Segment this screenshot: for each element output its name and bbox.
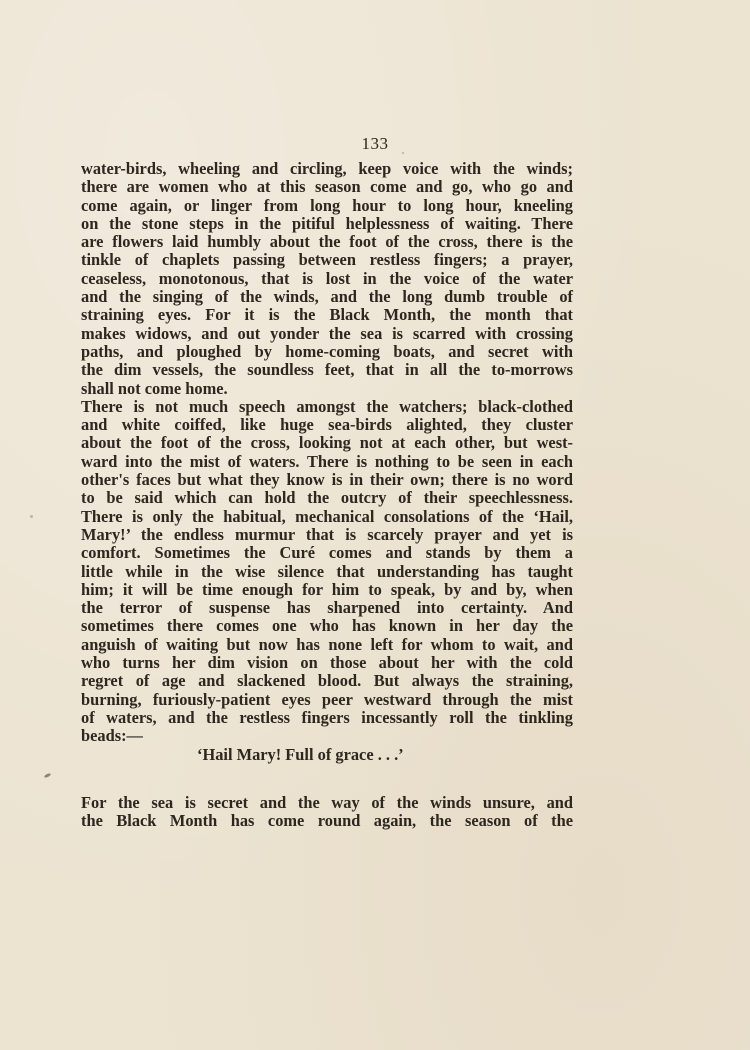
paragraph-1 (81, 160, 573, 398)
text-line: There is not much speech amongst the watchers; black-clothed (81, 396, 573, 416)
text-line: There is only the habitual, mechanical consolations of the ‘Hail, (81, 506, 573, 526)
text-line: the terror of suspense has sharpened into certainty. And (81, 598, 573, 618)
text-line: makes widows, and out yonder the sea is scarred with crossing (81, 323, 573, 343)
text-line: regret of age and slackened blood. But always the straining, (81, 671, 573, 691)
text-line: to be said which can hold the outcry of their speechlessness. (81, 488, 573, 508)
text-line: little while in the wise silence that understanding has taught (81, 561, 573, 581)
prayer-quote: ‘Hail Mary! Full of grace . . .’ (197, 744, 404, 764)
text-line: Mary!’ the endless murmur that is scarcely prayer and yet is (81, 524, 573, 544)
text-line: paths, and ploughed by home-coming boats, and secret with (81, 341, 573, 361)
paper-speck (44, 773, 52, 779)
text-line: tinkle of chaplets passing between restless fingers; a prayer, (81, 250, 573, 270)
text-line: sometimes there comes one who has known in her day the (81, 616, 573, 636)
text-line: come again, or linger from long hour to long hour, kneeling (81, 195, 573, 215)
text-line: of waters, and the restless fingers incessantly roll the tinkling (81, 707, 573, 727)
text-line: ward into the mist of waters. There is nothing to be seen in each (81, 451, 573, 471)
text-line: the dim vessels, the soundless feet, that in all the to-morrows (81, 360, 573, 380)
text-line: For the sea is secret and the way of the winds unsure, and (81, 792, 573, 812)
text-line: and the singing of the winds, and the long dumb trouble of (81, 287, 573, 307)
text-line: on the stone steps in the pitiful helplessness of waiting. There (81, 213, 573, 233)
text-line: him; it will be time enough for him to speak, by and by, when (81, 579, 573, 599)
paragraph-2 (81, 398, 573, 746)
paper-speck (402, 152, 404, 154)
text-line: and white coiffed, like huge sea-birds alighted, they cluster (81, 415, 573, 435)
text-line: beads:— (81, 726, 143, 746)
text-line: shall not come home. (81, 378, 228, 398)
paragraph-3 (81, 794, 573, 831)
body-text (81, 160, 573, 830)
text-line: anguish of waiting but now has none left for whom to wait, and (81, 634, 573, 654)
text-line: the Black Month has come round again, the season of the (81, 811, 573, 831)
text-line: are flowers laid humbly about the foot of the cross, there is the (81, 232, 573, 252)
paper-speck (30, 515, 33, 518)
text-line: comfort. Sometimes the Curé comes and stands by them a (81, 543, 573, 563)
text-line: there are women who at this season come and go, who go and (81, 177, 573, 197)
text-line: straining eyes. For it is the Black Month, the month that (81, 305, 573, 325)
page-number: 133 (361, 134, 389, 153)
text-line: other's faces but what they know is in their own; there is no word (81, 470, 573, 490)
text-line: ceaseless, monotonous, that is lost in the voice of the water (81, 268, 573, 288)
text-line: who turns her dim vision on those about her with the cold (81, 653, 573, 673)
text-line: water-birds, wheeling and circling, keep voice with the winds; (81, 159, 573, 178)
text-line: about the foot of the cross, looking not at each other, but west- (81, 433, 573, 453)
text-line: burning, furiously-patient eyes peer westward through the mist (81, 689, 573, 709)
